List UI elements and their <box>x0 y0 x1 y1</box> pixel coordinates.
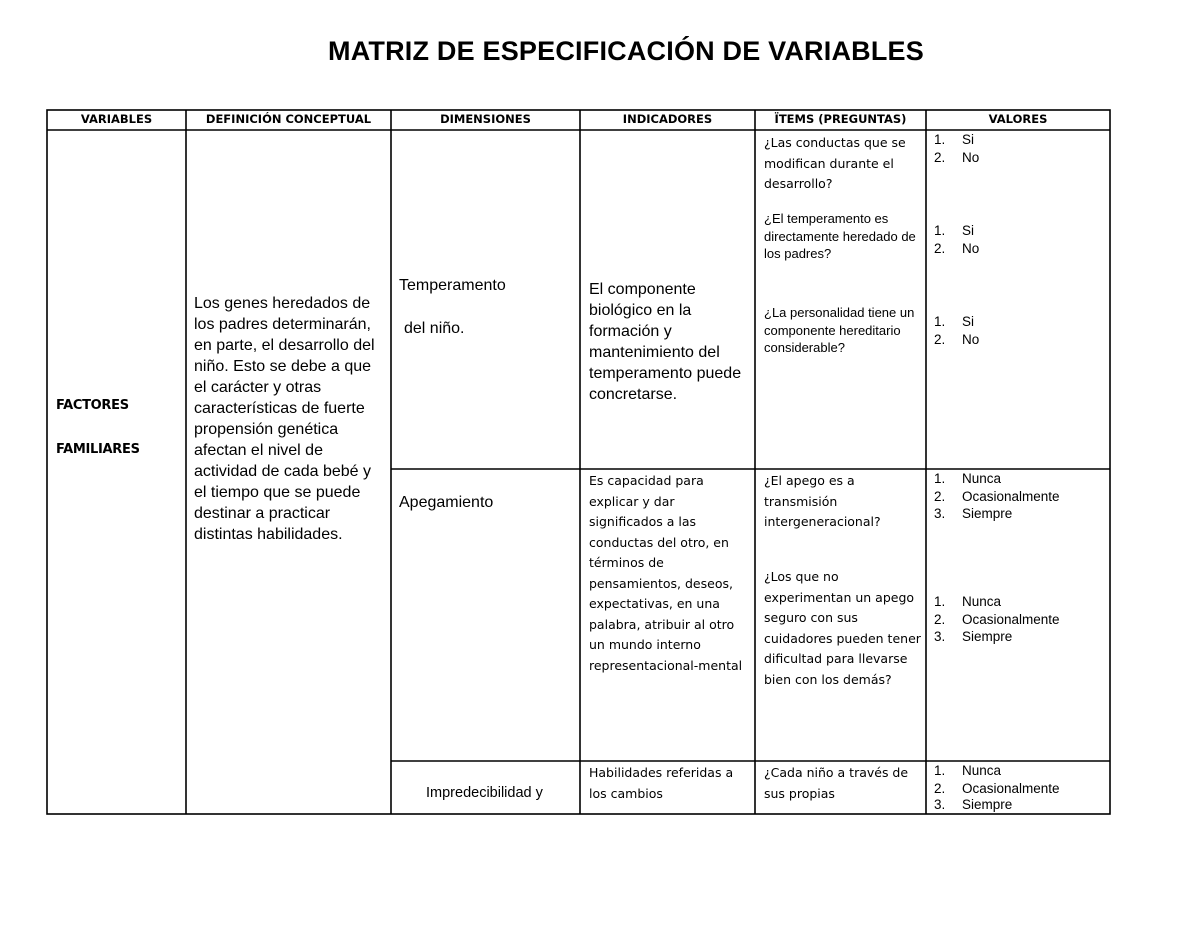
dimension-impredecibilidad: Impredecibilidad y <box>426 785 543 801</box>
list-item: 1. Nunca <box>934 594 1002 609</box>
valores-temperamento-1 <box>934 131 979 166</box>
item-temperamento-3: ¿La personalidad tiene un componente hereditario considerable? <box>764 305 915 355</box>
header-items: ÏTEMS (PREGUNTAS) <box>774 112 907 126</box>
dimension-apegamiento: Apegamiento <box>399 494 494 511</box>
indicador-impredecibilidad: Habilidades referidas a los cambios <box>589 765 734 801</box>
definicion-text: Los genes heredados de los padres determinarán, en parte, el desarrollo del niño. Esto se debe a que el carácter y otras características de fuerte propensión genética afectan el nivel de actividad de cada bebé y el tiempo que se puede destinar a practicar distintas habilidades. <box>194 295 375 543</box>
list-item: 2. No <box>934 331 980 347</box>
list-item: 1. Nunca <box>934 763 1002 778</box>
dimension-temperamento-line2: del niño. <box>404 320 465 337</box>
header-valores: VALORES <box>988 112 1048 126</box>
list-item: 2. No <box>934 240 980 256</box>
list-item: 3. Siempre <box>934 797 1013 812</box>
list-item: 2. Ocasionalmente <box>934 611 1060 627</box>
header-indicadores: INDICADORES <box>622 112 713 126</box>
valores-temperamento-2 <box>934 222 979 257</box>
list-item: 1. Si <box>934 132 975 147</box>
variable-label <box>56 397 140 459</box>
list-item: 3. Siempre <box>934 629 1013 644</box>
list-item: 2. Ocasionalmente <box>934 780 1060 796</box>
list-item: 1. Si <box>934 223 975 238</box>
indicador-temperamento: El componente biológico en la formación y mantenimiento del temperamento puede concretarse. <box>589 281 742 403</box>
list-item: 1. Nunca <box>934 471 1002 486</box>
list-item: 1. Si <box>934 314 975 329</box>
page-title: MATRIZ DE ESPECIFICACIÓN DE VARIABLES <box>328 36 924 66</box>
header-definicion: DEFINICIÓN CONCEPTUAL <box>205 112 372 126</box>
list-item: 2. Ocasionalmente <box>934 488 1060 504</box>
indicador-apegamiento: Es capacidad para explicar y dar significados a las conductas del otro, en términos de pensamientos, deseos, expectativas, en una palabra, atribuir al otro un mundo interno representacional-mental <box>589 473 743 673</box>
item-temperamento-1: ¿Las conductas que se modifican durante el desarrollo? <box>764 135 906 191</box>
item-apegamiento-2: ¿Los que no experimentan un apego seguro con sus cuidadores pueden tener dificultad para llevarse bien con los demás? <box>764 569 921 687</box>
list-item: 3. Siempre <box>934 506 1013 521</box>
dimension-temperamento-line1: Temperamento <box>399 277 506 294</box>
valores-temperamento-3 <box>934 313 979 348</box>
header-dimensiones: DIMENSIONES <box>440 112 531 126</box>
item-temperamento-2: ¿El temperamento es directamente heredado de los padres? <box>764 211 916 261</box>
valores-apegamiento-2 <box>934 593 1060 646</box>
header-variables: VARIABLES <box>80 112 153 126</box>
dimension-temperamento <box>399 275 574 339</box>
valores-impredecibilidad <box>934 762 1060 812</box>
item-apegamiento-1: ¿El apego es a transmisión intergeneracional? <box>764 473 881 529</box>
list-item: 2. No <box>934 149 980 165</box>
item-impredecibilidad-1: ¿Cada niño a través de sus propias <box>764 765 909 801</box>
valores-apegamiento-1 <box>934 470 1060 523</box>
variable-line2: FAMILIARES <box>56 442 140 457</box>
variable-line1: FACTORES <box>56 398 129 413</box>
